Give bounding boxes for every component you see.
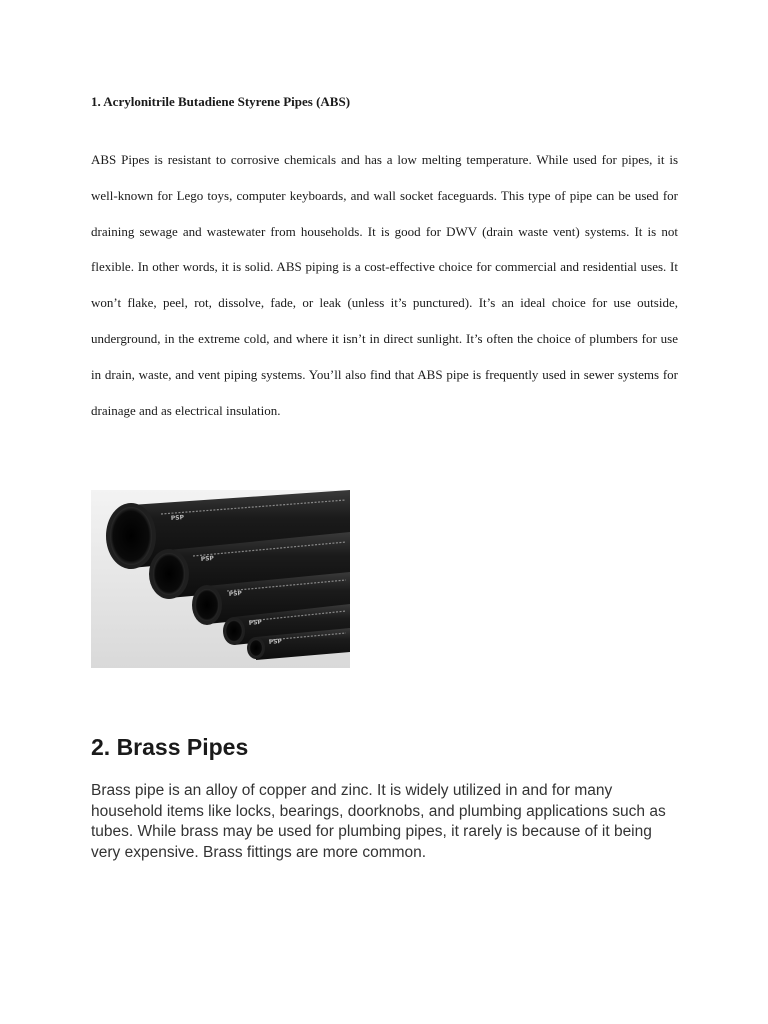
section-heading-brass-pipes: 2. Brass Pipes — [91, 734, 249, 760]
svg-text:PSP: PSP — [200, 554, 215, 563]
svg-text:PSP: PSP — [170, 514, 185, 522]
abs-pipes-photo — [91, 490, 350, 668]
svg-text:PSP: PSP — [268, 637, 283, 646]
section-body-abs-pipes: ABS Pipes is resistant to corrosive chemicals and has a low melting temperature. While used for pipes, it is well-known for Lego toys, computer keyboards, and wall socket faceguards. This type of pipe can be used for draining sewage and wastewater from households. It is good for DWV (drain waste vent) systems. It is not flexible. In other words, it is solid. ABS piping is a cost-effective choice for commercial and residential uses. It won’t flake, peel, rot, dissolve, fade, or leak (unless it’s punctured). It’s an ideal choice for use outside, underground, in the extreme cold, and where it isn’t in direct sunlight. It’s often the choice of plumbers for use in drain, waste, and vent piping systems. You’ll also find that ABS pipe is frequently used in sewer systems for drainage and as electrical insulation. — [91, 152, 678, 418]
section-body-brass-pipes: Brass pipe is an alloy of copper and zinc. It is widely utilized in and for many household items like locks, bearings, doorknobs, and plumbing applications such as tubes. While brass may be used for plumbing pipes, it rarely is because of it being very expensive. Brass fittings are more common. — [91, 782, 666, 861]
svg-text:PSP: PSP — [228, 589, 243, 598]
svg-text:PSP: PSP — [248, 618, 263, 627]
section-heading-abs-pipes: 1. Acrylonitrile Butadiene Styrene Pipes (ABS) — [91, 94, 351, 109]
